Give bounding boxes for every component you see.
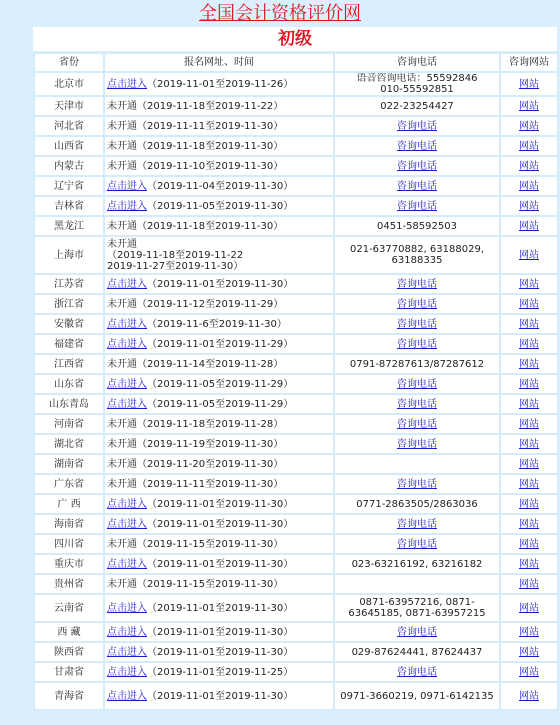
status-not-open: 未开通: [107, 438, 137, 450]
website-link[interactable]: 网站: [519, 378, 539, 390]
registration-dates: （2019-11-01至2019-11-30）: [147, 518, 294, 530]
website-link[interactable]: 网站: [519, 690, 539, 702]
registration-dates: （2019-11-01至2019-11-30）: [147, 626, 294, 638]
header-province: 省份: [35, 54, 103, 71]
registration-cell: [105, 435, 333, 453]
registration-cell: [105, 217, 333, 235]
province-cell: 上海市: [35, 237, 103, 273]
website-cell: [501, 595, 557, 621]
enter-registration-link[interactable]: 点击进入: [107, 626, 147, 638]
province-cell: 内蒙古: [35, 157, 103, 175]
table-row: [35, 275, 557, 293]
table-row: [35, 217, 557, 235]
table-row: [35, 455, 557, 473]
phone-cell: [335, 375, 499, 393]
phone-link[interactable]: 咨询电话: [397, 418, 437, 430]
website-cell: [501, 217, 557, 235]
registration-dates: （2019-11-05至2019-11-29）: [147, 398, 294, 410]
province-cell: 山东省: [35, 375, 103, 393]
header-website: 咨询网站: [501, 54, 557, 71]
website-link[interactable]: 网站: [519, 518, 539, 530]
phone-link[interactable]: 咨询电话: [397, 398, 437, 410]
website-cell: [501, 335, 557, 353]
website-link[interactable]: 网站: [519, 140, 539, 152]
phone-cell: [335, 395, 499, 413]
phone-cell: [335, 295, 499, 313]
province-cell: 青海省: [35, 683, 103, 709]
table-row: [35, 117, 557, 135]
website-link[interactable]: 网站: [519, 338, 539, 350]
phone-cell: [335, 455, 499, 473]
phone-link[interactable]: 咨询电话: [397, 626, 437, 638]
website-link[interactable]: 网站: [519, 220, 539, 232]
header-phone: 咨询电话: [335, 54, 499, 71]
website-link[interactable]: 网站: [519, 558, 539, 570]
registration-cell: [105, 137, 333, 155]
registration-dates: （2019-11-14至2019-11-28）: [137, 358, 284, 370]
registration-cell: [105, 555, 333, 573]
phone-cell: [335, 575, 499, 593]
phone-link[interactable]: 咨询电话: [397, 338, 437, 350]
phone-cell: [335, 157, 499, 175]
registration-cell: [105, 643, 333, 661]
website-cell: [501, 555, 557, 573]
status-not-open: 未开通: [107, 578, 137, 590]
website-cell: [501, 315, 557, 333]
enter-registration-link[interactable]: 点击进入: [107, 398, 147, 410]
registration-cell: [105, 455, 333, 473]
level-heading: 初级: [33, 27, 557, 51]
registration-cell: [105, 495, 333, 513]
registration-cell: [105, 237, 333, 273]
website-cell: [501, 117, 557, 135]
phone-cell: [335, 495, 499, 513]
province-cell: 吉林省: [35, 197, 103, 215]
registration-dates: （2019-11-12至2019-11-29）: [137, 298, 284, 310]
registration-cell: [105, 395, 333, 413]
phone-cell: [335, 217, 499, 235]
table-row: [35, 355, 557, 373]
registration-cell: [105, 595, 333, 621]
website-cell: [501, 535, 557, 553]
province-cell: 江苏省: [35, 275, 103, 293]
registration-dates: （2019-11-01至2019-11-30）: [147, 602, 294, 614]
registration-dates: （2019-11-10至2019-11-30）: [137, 160, 284, 172]
province-cell: 北京市: [35, 73, 103, 95]
registration-table: [33, 52, 559, 711]
province-cell: 黑龙江: [35, 217, 103, 235]
phone-link[interactable]: 咨询电话: [397, 180, 437, 192]
website-link[interactable]: 网站: [519, 538, 539, 550]
phone-link[interactable]: 咨询电话: [397, 538, 437, 550]
province-cell: 辽宁省: [35, 177, 103, 195]
website-link[interactable]: 网站: [519, 358, 539, 370]
phone-cell: [335, 555, 499, 573]
registration-cell: [105, 73, 333, 95]
phone-link[interactable]: 咨询电话: [397, 666, 437, 678]
registration-dates: （2019-11-01至2019-11-30）: [147, 558, 294, 570]
status-not-open: 未开通: [107, 120, 137, 132]
table-row: [35, 335, 557, 353]
phone-number: 0971-3660219, 0971-6142135: [340, 690, 494, 702]
table-row: [35, 237, 557, 273]
table-row: [35, 663, 557, 681]
website-link[interactable]: 网站: [519, 646, 539, 658]
province-cell: 甘肃省: [35, 663, 103, 681]
province-cell: 陕西省: [35, 643, 103, 661]
province-cell: 贵州省: [35, 575, 103, 593]
registration-cell: [105, 315, 333, 333]
table-row: [35, 97, 557, 115]
phone-cell: [335, 475, 499, 493]
website-cell: [501, 623, 557, 641]
province-cell: 湖北省: [35, 435, 103, 453]
website-link[interactable]: 网站: [519, 318, 539, 330]
registration-dates: （2019-11-01至2019-11-30）: [147, 278, 294, 290]
website-cell: [501, 643, 557, 661]
table-row: [35, 315, 557, 333]
province-cell: 广东省: [35, 475, 103, 493]
table-row: [35, 575, 557, 593]
registration-dates: （2019-11-11至2019-11-30）: [137, 478, 284, 490]
status-not-open: 未开通: [107, 478, 137, 490]
website-cell: [501, 197, 557, 215]
status-not-open: 未开通: [107, 298, 137, 310]
header-registration: 报名网址、时间: [105, 54, 333, 71]
registration-dates: （2019-11-01至2019-11-25）: [147, 666, 294, 678]
registration-cell: [105, 663, 333, 681]
province-cell: 云南省: [35, 595, 103, 621]
province-cell: 江西省: [35, 355, 103, 373]
enter-registration-link[interactable]: 点击进入: [107, 558, 147, 570]
registration-cell: [105, 475, 333, 493]
website-cell: [501, 435, 557, 453]
registration-cell: [105, 515, 333, 533]
table-row: [35, 137, 557, 155]
registration-dates: （2019-11-15至2019-11-30）: [137, 538, 284, 550]
status-not-open: 未开通: [107, 418, 137, 430]
enter-registration-link[interactable]: 点击进入: [107, 200, 147, 212]
website-cell: [501, 295, 557, 313]
table-row: [35, 515, 557, 533]
website-link[interactable]: 网站: [519, 278, 539, 290]
province-cell: 海南省: [35, 515, 103, 533]
website-cell: [501, 73, 557, 95]
enter-registration-link[interactable]: 点击进入: [107, 690, 147, 702]
registration-cell: [105, 157, 333, 175]
enter-registration-link[interactable]: 点击进入: [107, 378, 147, 390]
enter-registration-link[interactable]: 点击进入: [107, 666, 147, 678]
website-link[interactable]: 网站: [519, 438, 539, 450]
table-row: [35, 535, 557, 553]
status-not-open: 未开通: [107, 100, 137, 112]
status-not-open: 未开通: [107, 238, 137, 250]
website-cell: [501, 275, 557, 293]
phone-cell: [335, 595, 499, 621]
registration-dates: （2019-11-01至2019-11-29）: [147, 338, 294, 350]
registration-dates: （2019-11-18至2019-11-22 2019-11-27至2019-11-30）: [107, 249, 244, 272]
website-cell: [501, 663, 557, 681]
registration-cell: [105, 275, 333, 293]
table-row: [35, 623, 557, 641]
enter-registration-link[interactable]: 点击进入: [107, 498, 147, 510]
status-not-open: 未开通: [107, 538, 137, 550]
website-link[interactable]: 网站: [519, 120, 539, 132]
phone-link[interactable]: 咨询电话: [397, 140, 437, 152]
table-row: [35, 73, 557, 95]
registration-dates: （2019-11-01至2019-11-30）: [147, 690, 294, 702]
website-link[interactable]: 网站: [519, 398, 539, 410]
website-link[interactable]: 网站: [519, 298, 539, 310]
phone-cell: [335, 237, 499, 273]
phone-cell: [335, 315, 499, 333]
registration-cell: [105, 375, 333, 393]
registration-dates: （2019-11-20至2019-11-30）: [137, 458, 284, 470]
province-cell: 四川省: [35, 535, 103, 553]
registration-dates: （2019-11-18至2019-11-22）: [137, 100, 284, 112]
registration-dates: （2019-11-05至2019-11-29）: [147, 378, 294, 390]
table-row: [35, 157, 557, 175]
website-cell: [501, 455, 557, 473]
website-cell: [501, 495, 557, 513]
phone-cell: [335, 73, 499, 95]
phone-cell: [335, 643, 499, 661]
phone-cell: [335, 623, 499, 641]
website-link[interactable]: 网站: [519, 78, 539, 90]
registration-cell: [105, 355, 333, 373]
province-cell: 浙江省: [35, 295, 103, 313]
website-link[interactable]: 网站: [519, 666, 539, 678]
phone-link[interactable]: 咨询电话: [397, 120, 437, 132]
registration-cell: [105, 623, 333, 641]
table-row: [35, 415, 557, 433]
website-link[interactable]: 网站: [519, 418, 539, 430]
registration-cell: [105, 295, 333, 313]
phone-cell: [335, 535, 499, 553]
registration-cell: [105, 197, 333, 215]
phone-cell: [335, 137, 499, 155]
registration-cell: [105, 575, 333, 593]
website-cell: [501, 395, 557, 413]
table-body: [35, 73, 557, 709]
website-link[interactable]: 网站: [519, 578, 539, 590]
status-not-open: 未开通: [107, 140, 137, 152]
table-row: [35, 197, 557, 215]
site-title-link[interactable]: 全国会计资格评价网: [199, 3, 361, 24]
phone-cell: [335, 515, 499, 533]
registration-cell: [105, 535, 333, 553]
province-cell: 河北省: [35, 117, 103, 135]
website-link[interactable]: 网站: [519, 626, 539, 638]
phone-number: 0791-87287613/87287612: [349, 358, 485, 370]
website-link[interactable]: 网站: [519, 200, 539, 212]
website-link[interactable]: 网站: [519, 458, 539, 470]
registration-dates: （2019-11-04至2019-11-30）: [147, 180, 294, 192]
website-link[interactable]: 网站: [519, 180, 539, 192]
website-link[interactable]: 网站: [519, 498, 539, 510]
table-header-row: [35, 54, 557, 71]
website-link[interactable]: 网站: [519, 160, 539, 172]
province-cell: 广 西: [35, 495, 103, 513]
province-cell: 河南省: [35, 415, 103, 433]
website-cell: [501, 575, 557, 593]
phone-link[interactable]: 咨询电话: [397, 200, 437, 212]
registration-dates: （2019-11-01至2019-11-30）: [147, 646, 294, 658]
phone-cell: [335, 683, 499, 709]
phone-number: 022-23254427: [380, 100, 454, 112]
phone-cell: [335, 663, 499, 681]
status-not-open: 未开通: [107, 458, 137, 470]
site-title-bar: [0, 0, 560, 26]
enter-registration-link[interactable]: 点击进入: [107, 318, 147, 330]
province-cell: 山西省: [35, 137, 103, 155]
website-cell: [501, 137, 557, 155]
table-row: [35, 295, 557, 313]
phone-cell: [335, 355, 499, 373]
table-row: [35, 435, 557, 453]
phone-number: 0451-58592503: [377, 220, 457, 232]
registration-dates: （2019-11-18至2019-11-30）: [137, 220, 284, 232]
phone-cell: [335, 275, 499, 293]
enter-registration-link[interactable]: 点击进入: [107, 278, 147, 290]
website-cell: [501, 475, 557, 493]
website-cell: [501, 355, 557, 373]
registration-cell: [105, 97, 333, 115]
website-cell: [501, 683, 557, 709]
table-row: [35, 177, 557, 195]
enter-registration-link[interactable]: 点击进入: [107, 602, 147, 614]
province-cell: 西 藏: [35, 623, 103, 641]
phone-cell: [335, 415, 499, 433]
phone-number: 029-87624441, 87624437: [351, 646, 483, 658]
phone-link[interactable]: 咨询电话: [397, 438, 437, 450]
phone-number: 语音咨询电话：55592846 010-55592851: [356, 73, 478, 95]
status-not-open: 未开通: [107, 220, 137, 232]
website-cell: [501, 415, 557, 433]
website-link[interactable]: 网站: [519, 602, 539, 614]
table-row: [35, 395, 557, 413]
registration-dates: （2019-11-18至2019-11-30）: [137, 140, 284, 152]
status-not-open: 未开通: [107, 358, 137, 370]
website-cell: [501, 375, 557, 393]
enter-registration-link[interactable]: 点击进入: [107, 518, 147, 530]
website-cell: [501, 177, 557, 195]
table-row: [35, 595, 557, 621]
status-not-open: 未开通: [107, 160, 137, 172]
province-cell: 重庆市: [35, 555, 103, 573]
registration-dates: （2019-11-01至2019-11-30）: [147, 498, 294, 510]
table-row: [35, 375, 557, 393]
website-link[interactable]: 网站: [519, 100, 539, 112]
phone-link[interactable]: 咨询电话: [397, 378, 437, 390]
table-row: [35, 683, 557, 709]
phone-link[interactable]: 咨询电话: [397, 478, 437, 490]
phone-link[interactable]: 咨询电话: [397, 278, 437, 290]
phone-cell: [335, 177, 499, 195]
registration-cell: [105, 177, 333, 195]
province-cell: 安徽省: [35, 315, 103, 333]
website-cell: [501, 237, 557, 273]
enter-registration-link[interactable]: 点击进入: [107, 338, 147, 350]
enter-registration-link[interactable]: 点击进入: [107, 180, 147, 192]
phone-link[interactable]: 咨询电话: [397, 518, 437, 530]
phone-number: 0871-63957216, 0871-63645185, 0871-63957215: [348, 597, 486, 619]
phone-cell: [335, 117, 499, 135]
phone-link[interactable]: 咨询电话: [397, 298, 437, 310]
registration-dates: （2019-11-01至2019-11-26）: [147, 78, 294, 90]
phone-number: 021-63770882, 63188029, 63188335: [349, 244, 485, 266]
registration-dates: （2019-11-11至2019-11-30）: [137, 120, 284, 132]
enter-registration-link[interactable]: 点击进入: [107, 646, 147, 658]
province-cell: 山东青岛: [35, 395, 103, 413]
website-link[interactable]: 网站: [519, 478, 539, 490]
province-cell: 湖南省: [35, 455, 103, 473]
table-row: [35, 475, 557, 493]
registration-cell: [105, 415, 333, 433]
phone-number: 0771-2863505/2863036: [356, 498, 478, 510]
phone-cell: [335, 435, 499, 453]
registration-cell: [105, 117, 333, 135]
registration-dates: （2019-11-6至2019-11-30）: [147, 318, 287, 330]
phone-link[interactable]: 咨询电话: [397, 318, 437, 330]
phone-cell: [335, 197, 499, 215]
phone-link[interactable]: 咨询电话: [397, 160, 437, 172]
website-cell: [501, 157, 557, 175]
province-cell: 福建省: [35, 335, 103, 353]
table-row: [35, 555, 557, 573]
website-cell: [501, 515, 557, 533]
registration-cell: [105, 335, 333, 353]
registration-dates: （2019-11-15至2019-11-30）: [137, 578, 284, 590]
registration-dates: （2019-11-18至2019-11-28）: [137, 418, 284, 430]
province-cell: 天津市: [35, 97, 103, 115]
phone-number: 023-63216192, 63216182: [351, 558, 483, 570]
registration-dates: （2019-11-19至2019-11-30）: [137, 438, 284, 450]
phone-cell: [335, 335, 499, 353]
enter-registration-link[interactable]: 点击进入: [107, 78, 147, 90]
registration-cell: [105, 683, 333, 709]
website-link[interactable]: 网站: [519, 249, 539, 261]
table-row: [35, 643, 557, 661]
website-cell: [501, 97, 557, 115]
phone-cell: [335, 97, 499, 115]
registration-dates: （2019-11-05至2019-11-30）: [147, 200, 294, 212]
table-row: [35, 495, 557, 513]
